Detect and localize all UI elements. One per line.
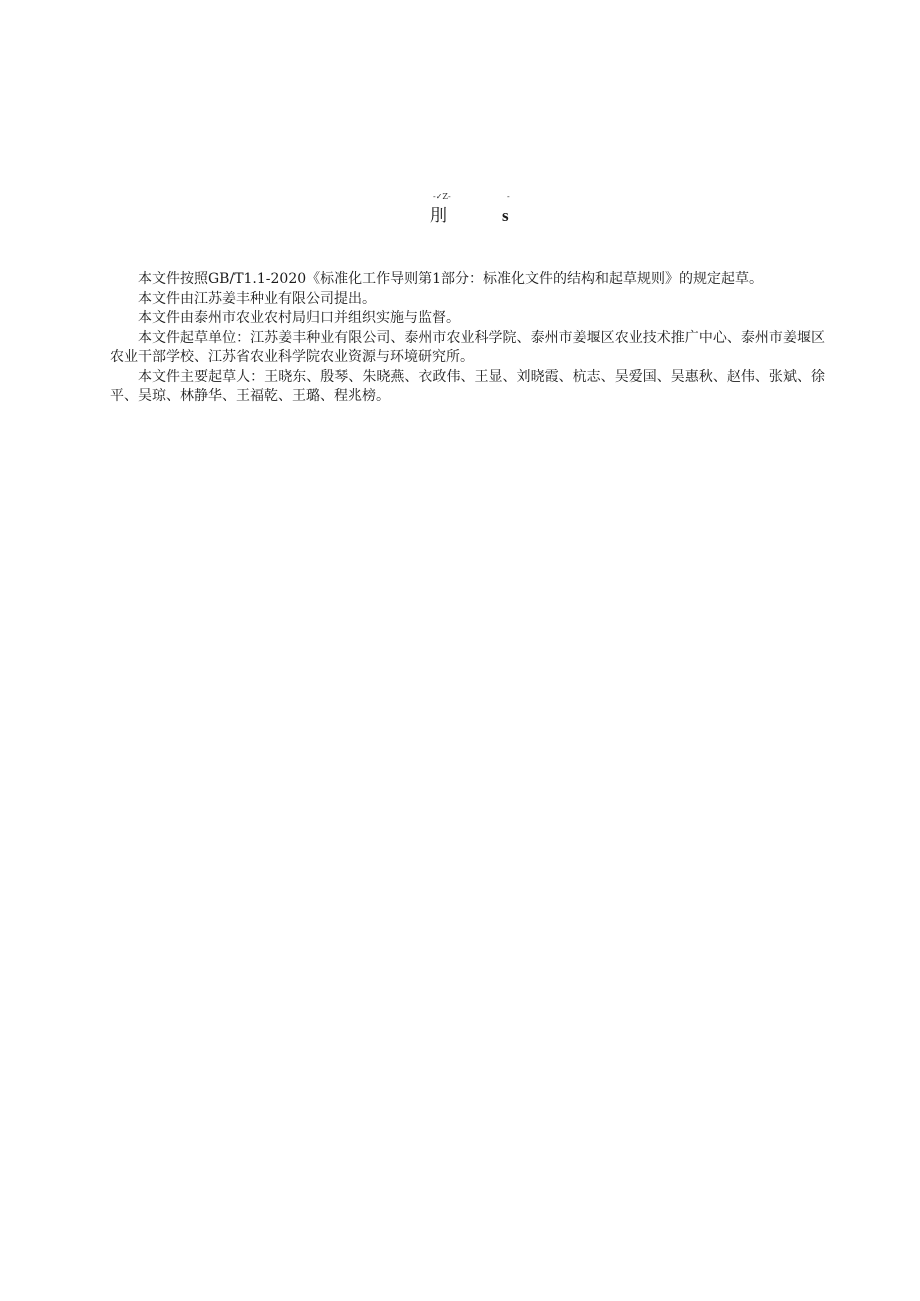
paragraph-administration: 本文件由泰州市农业农村局归口并组织实施与监督。: [138, 310, 460, 326]
paragraph-drafting-rules: 本文件按照GB/T1.1-2020《标准化工作导则第1部分：标准化文件的结构和起草规则》的规定起草。: [138, 271, 764, 287]
foreword-heading: [0, 192, 920, 232]
heading-char-right: s: [502, 206, 509, 225]
heading-mark-right: -: [507, 192, 510, 201]
paragraph-drafters: 本文件主要起草人：王晓东、殷琴、朱晓燕、衣政伟、王显、刘晓霞、杭志、吴爱国、吴惠秋、赵伟、张斌、徐平、吴琼、林静华、王福乾、王璐、程兆榜。: [110, 368, 825, 404]
foreword-body: [110, 270, 825, 407]
heading-char-left: 刖: [430, 206, 447, 226]
heading-mark-left: -✓Z-: [433, 192, 451, 201]
paragraph-drafting-units: 本文件起草单位：江苏姜丰种业有限公司、泰州市农业科学院、泰州市姜堰区农业技术推广中心、泰州市姜堰区农业干部学校、江苏省农业科学院农业资源与环境研究所。: [110, 329, 825, 365]
paragraph-proposer: 本文件由江苏姜丰种业有限公司提出。: [138, 290, 376, 307]
